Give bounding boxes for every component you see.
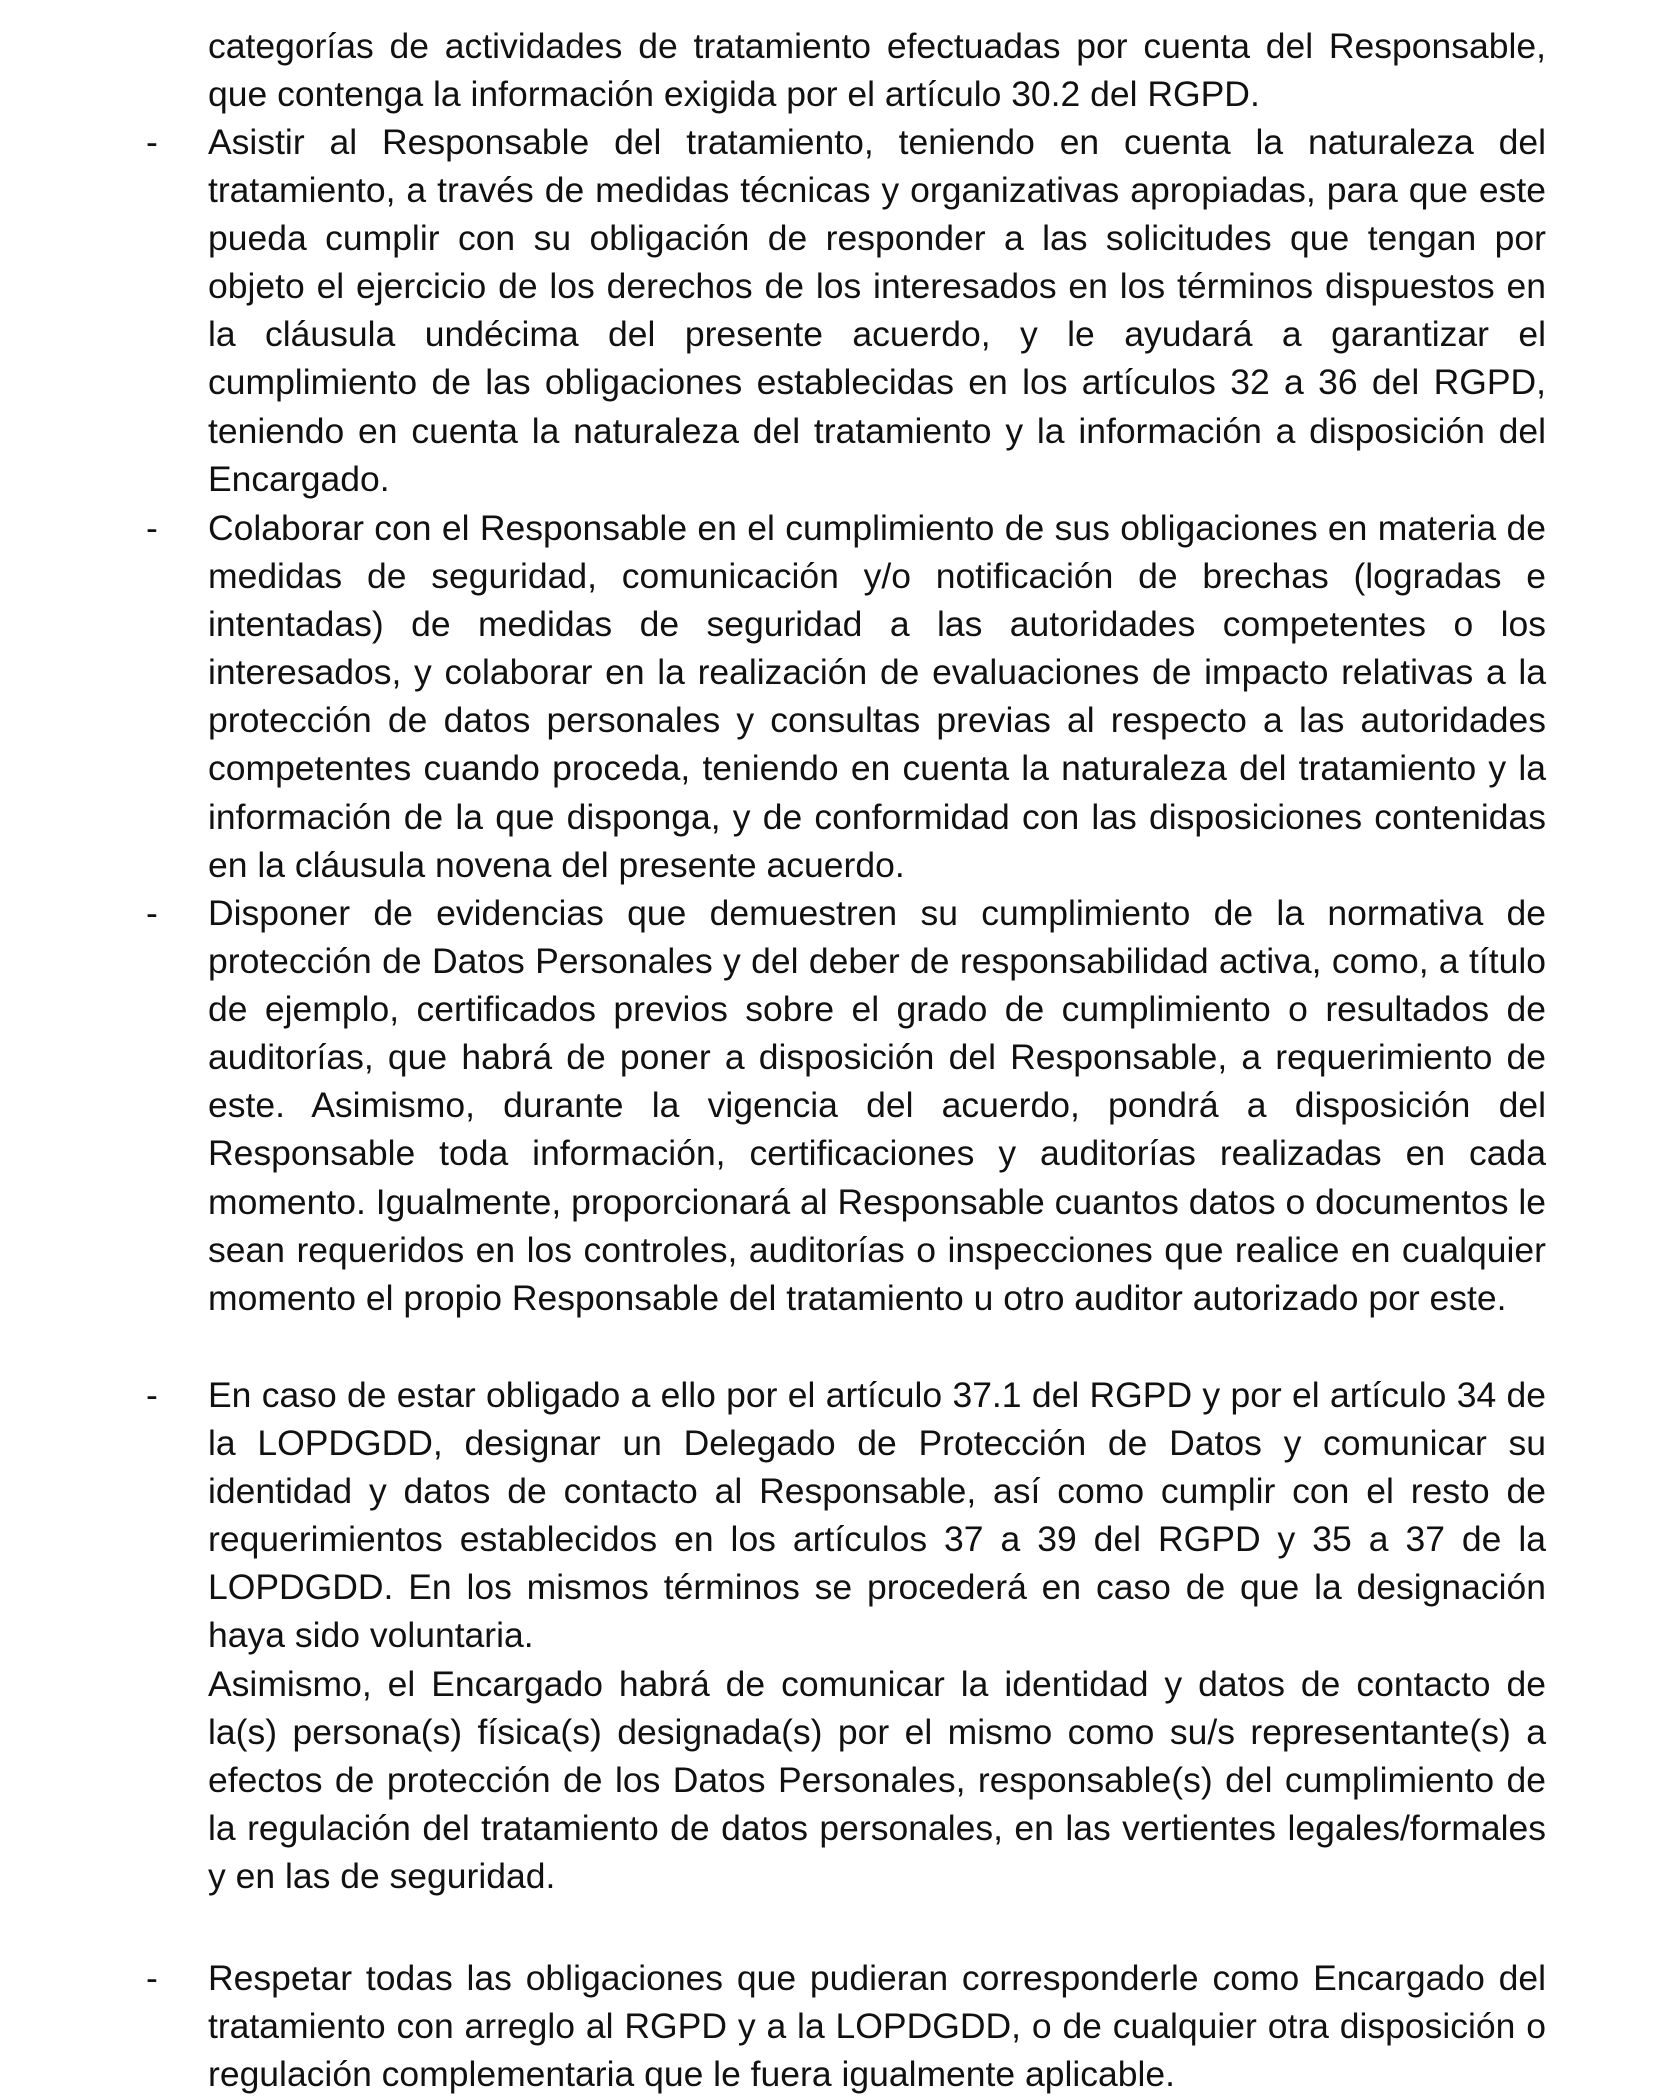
list-item-1: Asistir al Responsable del tratamiento, teniendo en cuenta la naturaleza del tratamiento, a través de medidas técnicas y organizativas apropiadas, para que este pueda cumplir con su obligación de responder a las solicitudes que tengan por objeto el ejercicio de los derechos de los interesados en los términos dispuestos en la cláusula undécima del presente acuerdo, y le ayudará a garantizar el cumplimiento de las obligaciones establecidas en los artículos 32 a 36 del RGPD, teniendo en cuenta la naturaleza del tratamiento y la información a disposición del Encargado. xyxy=(208,122,1546,499)
list-item-3: Disponer de evidencias que demuestren su cumplimiento de la normativa de protección de Datos Personales y del deber de responsabilidad activa, como, a título de ejemplo, certificados previos sobre el grado de cumplimiento o resultados de auditorías, que habrá de poner a disposición del Responsable, a requerimiento de este. Asimismo, durante la vigencia del acuerdo, pondrá a disposición del Responsable toda información, certificaciones y auditorías realizadas en cada momento. Igualmente, proporcionará al Responsable cuantos datos o documentos le sean requeridos en los controles, auditorías o inspecciones que realice en cualquier momento el propio Responsable del tratamiento u otro auditor autorizado por este. xyxy=(208,893,1546,1318)
continuation-paragraph: Asimismo, el Encargado habrá de comunicar la identidad y datos de contacto de la(s) persona(s) física(s) designada(s) por el mismo como su/s representante(s) a efectos de protección de los Datos Personales, responsable(s) del cumplimiento de la regulación del tratamiento de datos personales, en las vertientes legales/formales y en las de seguridad. xyxy=(208,1664,1546,1897)
list-item-5: Respetar todas las obligaciones que pudieran corresponderle como Encargado del tratamiento con arreglo al RGPD y a la LOPDGDD, o de cualquier otra disposición o regulación complementaria que le fuera igualmente aplicable. xyxy=(208,1958,1546,2095)
lead-paragraph: categorías de actividades de tratamiento efectuadas por cuenta del Responsable, que contenga la información exigida por el artículo 30.2 del RGPD. xyxy=(208,26,1546,115)
bullet-dash: - xyxy=(146,1958,158,1998)
bullet-dash: - xyxy=(146,508,158,548)
bullet-dash: - xyxy=(146,122,158,162)
list-item-2: Colaborar con el Responsable en el cumplimiento de sus obligaciones en materia de medidas de seguridad, comunicación y/o notificación de brechas (logradas e intentadas) de medidas de seguridad a las autoridades competentes o los interesados, y colaborar en la realización de evaluaciones de impacto relativas a la protección de datos personales y consultas previas al respecto a las autoridades competentes cuando proceda, teniendo en cuenta la naturaleza del tratamiento y la información de la que disponga, y de conformidad con las disposiciones contenidas en la cláusula novena del presente acuerdo. xyxy=(208,508,1546,885)
list-item-4: En caso de estar obligado a ello por el artículo 37.1 del RGPD y por el artículo 34 de la LOPDGDD, designar un Delegado de Protección de Datos y comunicar su identidad y datos de contacto al Responsable, así como cumplir con el resto de requerimientos establecidos en los artículos 37 a 39 del RGPD y 35 a 37 de la LOPDGDD. En los mismos términos se procederá en caso de que la designación haya sido voluntaria. xyxy=(208,1375,1546,1656)
bullet-dash: - xyxy=(146,893,158,933)
bullet-dash: - xyxy=(146,1375,158,1415)
